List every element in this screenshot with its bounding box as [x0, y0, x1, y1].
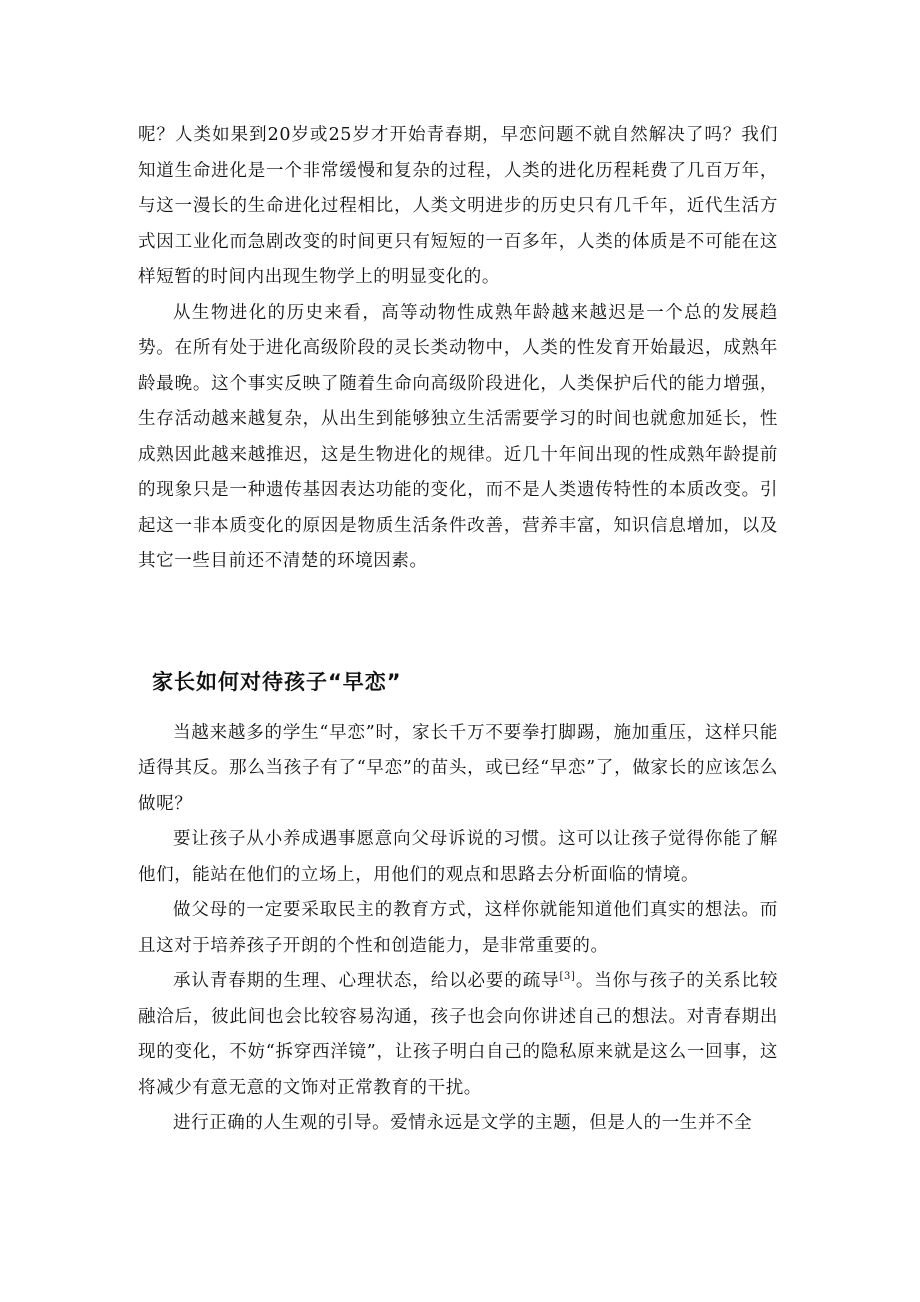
- document-page: [138, 118, 778, 1142]
- evolution-paragraph: 从生物进化的历史来看，高等动物性成熟年龄越来越迟是一个总的发展趋势。在所有处于进化高级阶段的灵长类动物中，人类的性发育开始最迟，成熟年龄最晚。这个事实反映了随着生命向高级阶段进化，人类保护后代的能力增强，生存活动越来越复杂，从出生到能够独立生活需要学习的时间也就愈加延长，性成熟因此越来越推迟，这是生物进化的规律。近几十年间出现的性成熟年龄提前的现象只是一种遗传基因表达功能的变化，而不是人类遗传特性的本质改变。引起这一非本质变化的原因是物质生活条件改善，营养丰富，知识信息增加，以及其它一些目前还不清楚的环境因素。: [138, 302, 778, 571]
- section-heading: 家长如何对待孩子“早恋”: [152, 669, 402, 694]
- advice-paragraph-guidance: [138, 964, 778, 1106]
- advice-paragraph-outlook: 进行正确的人生观的引导。爱情永远是文学的主题，但是人的一生并不全: [173, 1113, 753, 1133]
- citation-reference: [3]: [559, 971, 576, 983]
- intro-paragraph: 当越来越多的学生“早恋”时，家长千万不要拳打脚踢，施加重压，这样只能适得其反。那么当孩子有了“早恋”的苗头，或已经“早恋”了，做家长的应该怎么做呢？: [138, 722, 778, 814]
- advice-paragraph-democratic: 做父母的一定要采取民主的教育方式，这样你就能知道他们真实的想法。而且这对于培养孩子开朗的个性和创造能力，是非常重要的。: [138, 900, 778, 956]
- continued-paragraph: 呢？人类如果到20岁或25岁才开始青春期，早恋问题不就自然解决了吗？我们知道生命进化是一个非常缓慢和复杂的过程，人类的进化历程耗费了几百万年，与这一漫长的生命进化过程相比，人类文明进步的历史只有几千年，近代生活方式因工业化而急剧改变的时间更只有短短的一百多年，人类的体质是不可能在这样短暂的时间内出现生物学上的明显变化的。: [138, 125, 778, 287]
- guidance-text-end: 。当你与孩子的关系比较融洽后，彼此间也会比较容易沟通，孩子也会向你讲述自己的想法。对青春期出现的变化，不妨“拆穿西洋镜”，让孩子明白自己的隐私原来就是这么一回事，这将减少有意无意的文饰对正常教育的干扰。: [138, 971, 778, 1098]
- advice-paragraph-communication: 要让孩子从小养成遇事愿意向父母诉说的习惯。这可以让孩子觉得你能了解他们，能站在他们的立场上，用他们的观点和思路去分析面临的情境。: [138, 829, 778, 885]
- guidance-text-start: 承认青春期的生理、心理状态，给以必要的疏导: [173, 971, 560, 991]
